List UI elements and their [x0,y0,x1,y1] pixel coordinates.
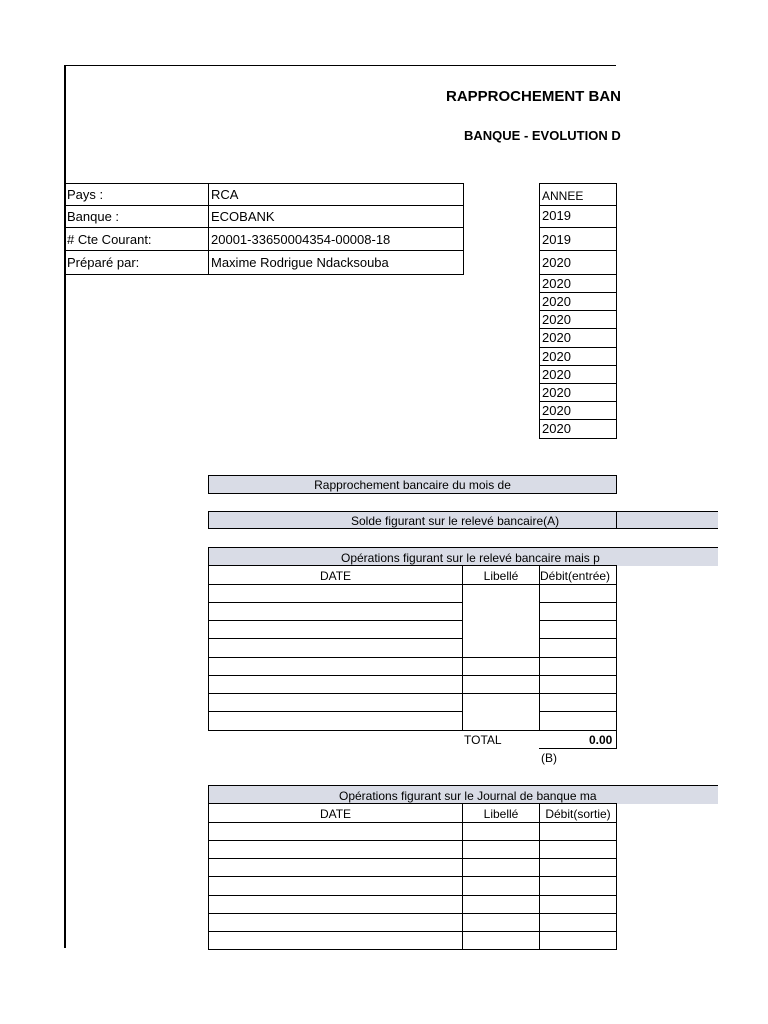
debit-cell [539,675,617,694]
debit-cell [539,693,617,712]
annee-cell: 2020 [539,383,617,402]
annee-cell: 2019 [539,205,617,228]
table-row [208,895,463,914]
table-row [208,876,463,896]
section2-title-band [208,785,718,804]
section2-title: Opérations figurant sur le Journal de banque ma [339,789,597,803]
libelle-cell [462,931,540,950]
section2-header-libelle: Libellé [462,803,540,823]
libelle-cell [462,657,540,676]
debit-cell [539,876,617,896]
rapprochement-label: Rapprochement bancaire du mois de [314,478,511,492]
libelle-cell [462,913,540,932]
info-label-prepare: Préparé par: [64,250,209,275]
section1-title: Opérations figurant sur le relevé bancaire mais p [341,551,600,565]
debit-cell [539,638,617,658]
debit-cell [539,620,617,639]
page-subtitle: BANQUE - EVOLUTION D [464,128,621,143]
annee-header: ANNEE [539,183,617,206]
table-row [208,693,463,712]
annee-cell: 2020 [539,250,617,275]
table-row [208,913,463,932]
table-row [208,711,463,731]
libelle-cell [462,858,540,877]
section1-total-right-border [616,730,617,749]
section1-header-date: DATE [208,565,463,585]
info-value-pays: RCA [208,183,464,206]
info-label-pays: Pays : [64,183,209,206]
page-top-border [64,65,616,66]
solde-label: Solde figurant sur le relevé bancaire(A) [351,514,560,528]
debit-cell [539,895,617,914]
debit-cell [539,602,617,621]
table-row [208,657,463,676]
table-row [208,638,463,658]
libelle-merged-cell [462,584,540,658]
info-label-banque: Banque : [64,205,209,228]
section1-total-value: 0.00 [589,733,613,747]
debit-cell [539,822,617,841]
table-row [208,931,463,950]
debit-cell [539,711,617,731]
annee-cell: 2020 [539,365,617,384]
section1-total-label: TOTAL [464,733,502,747]
libelle-cell [462,876,540,896]
table-row [208,620,463,639]
section1-total-bottom-border [539,748,617,749]
annee-cell: 2020 [539,419,617,439]
libelle-cell [462,675,540,694]
libelle-cell [462,822,540,841]
annee-cell: 2020 [539,310,617,329]
table-row [208,858,463,877]
annee-cell: 2020 [539,347,617,366]
debit-cell [539,840,617,859]
solde-header [208,511,718,529]
table-row [208,675,463,694]
libelle-cell [462,895,540,914]
table-row [208,840,463,859]
section2-header-date: DATE [208,803,463,823]
info-value-prepare: Maxime Rodrigue Ndacksouba [208,250,464,275]
section1-header-debit: Débit(entrée) [539,565,617,585]
libelle-cell [462,840,540,859]
debit-cell [539,931,617,950]
section2-header-debit: Débit(sortie) [539,803,617,823]
debit-cell [539,657,617,676]
page-title: RAPPROCHEMENT BAN [446,88,622,105]
annee-cell: 2019 [539,227,617,251]
libelle-cell [462,693,540,731]
section1-header-libelle: Libellé [462,565,540,585]
annee-cell: 2020 [539,292,617,311]
info-value-compte: 20001-33650004354-00008-18 [208,227,464,251]
info-label-compte: # Cte Courant: [64,227,209,251]
debit-cell [539,858,617,877]
annee-cell: 2020 [539,328,617,348]
info-value-banque: ECOBANK [208,205,464,228]
annee-cell: 2020 [539,274,617,293]
table-row [208,602,463,621]
table-row [208,584,463,603]
annee-cell: 2020 [539,401,617,420]
section1-note: (B) [541,751,557,765]
table-row [208,822,463,841]
debit-cell [539,584,617,603]
rapprochement-header [208,475,617,494]
solde-right-border [616,511,617,529]
debit-cell [539,913,617,932]
section1-title-band [208,547,718,566]
